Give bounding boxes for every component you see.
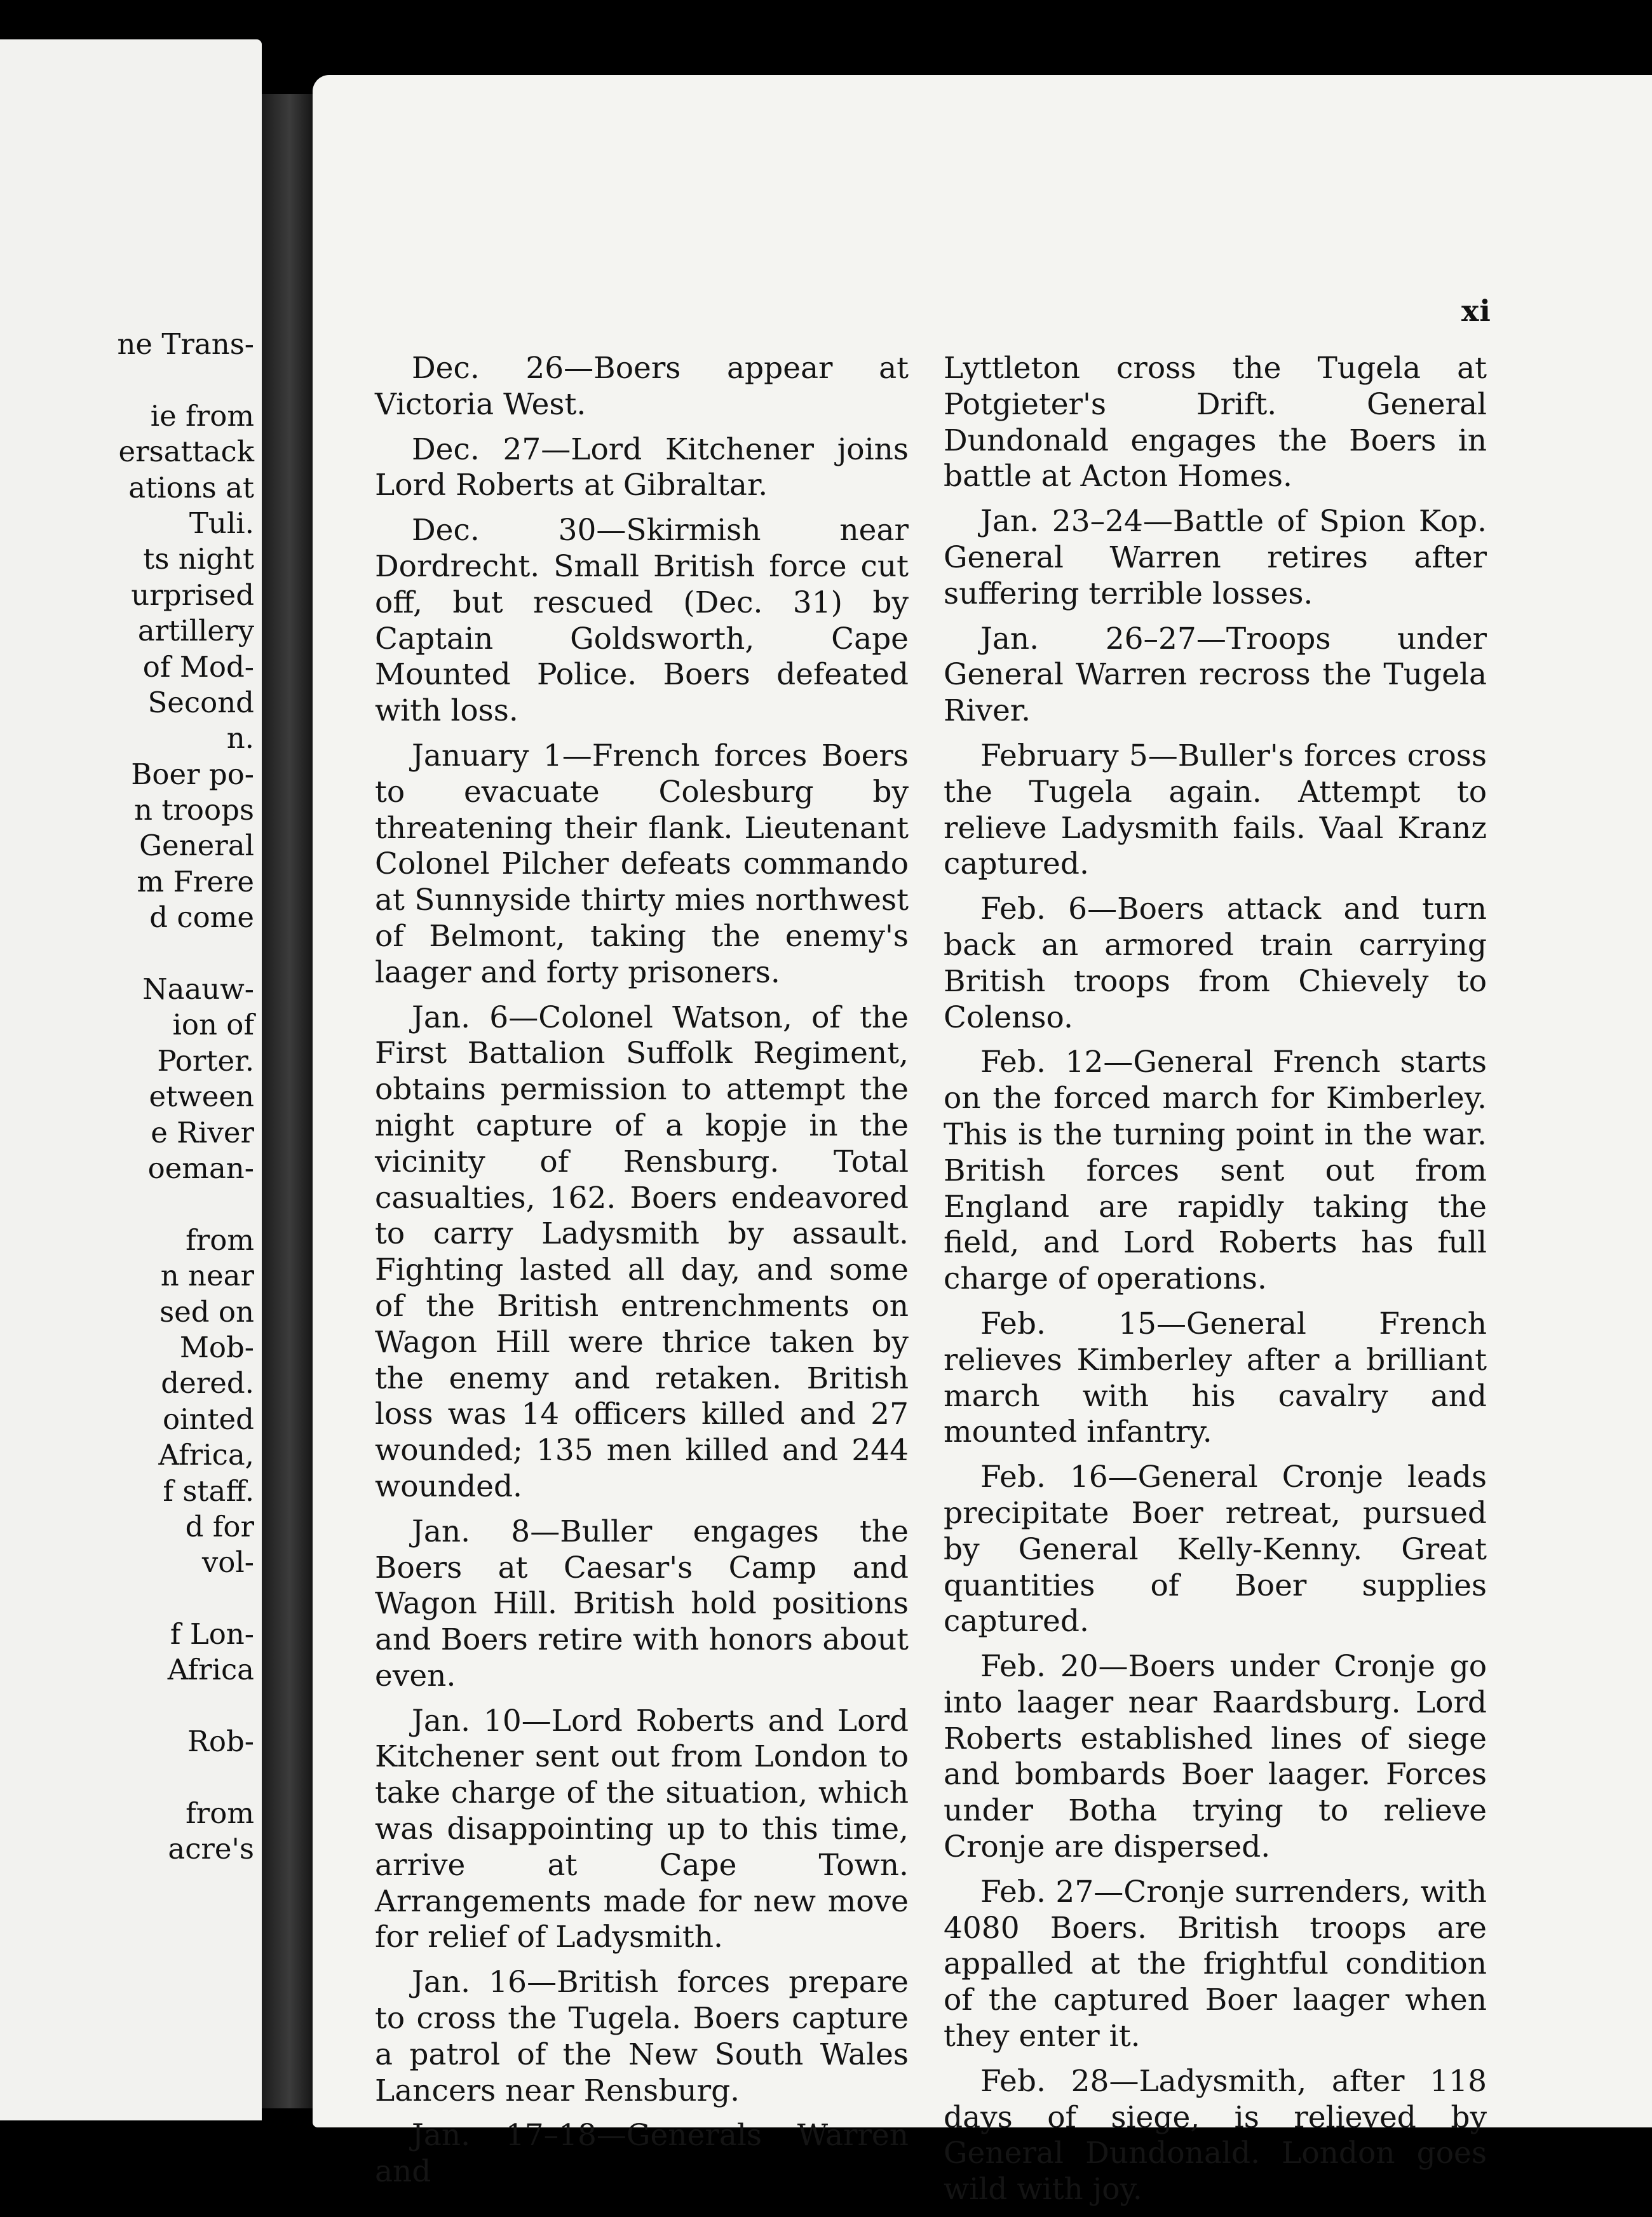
chronology-entry — [375, 738, 909, 991]
left-page-fragment: ations at — [128, 470, 254, 505]
entry-text: —Cronje surrenders, with 4080 Boers. British troops are appalled at the frightful condition of the captured Boer laager when they enter it. — [944, 1874, 1487, 2054]
left-page-fragment: urprised — [131, 578, 254, 612]
entry-text: —General French relieves Kimberley after a brilliant march with his cavalry and mounted infantry. — [944, 1306, 1487, 1450]
left-page-fragment: dered. — [161, 1366, 254, 1400]
chronology-entry — [944, 504, 1487, 612]
left-page-fragment: vol- — [201, 1545, 254, 1580]
entry-text: —Buller's forces cross the Tugela again. Attempt to relieve Ladysmith fails. Vaal Kranz captured. — [944, 738, 1487, 882]
left-text-column — [375, 351, 909, 2199]
left-page-fragment: artillery — [137, 614, 254, 648]
left-page-fragment: f staff. — [163, 1474, 254, 1508]
entry-text: —Boers under Cronje go into laager near Raardsburg. Lord Roberts established lines of siege and bombards Boer laager. Forces under Botha trying to relieve Cronje are dispersed. — [944, 1649, 1487, 1865]
chronology-entry — [944, 621, 1487, 729]
left-page-fragments — [0, 327, 262, 1868]
left-page-fragment: f Lon- — [170, 1617, 254, 1651]
entry-date: Feb. 27 — [980, 1874, 1094, 1909]
left-page-fragment: Porter. — [148, 1043, 254, 1078]
left-page-fragment: Naauw- — [142, 972, 254, 1007]
book-gutter — [262, 94, 313, 2108]
entry-text: Lyttleton cross the Tugela at Potgieter's Drift. General Dundonald engages the Boers in battle at Acton Homes. — [944, 351, 1487, 494]
left-page-fragment: ion of — [172, 1008, 254, 1042]
entry-date: Dec. 26 — [412, 351, 564, 386]
chronology-entry — [944, 1649, 1487, 1866]
entry-text: —Troops under General Warren recross the Tugela River. — [944, 621, 1487, 729]
left-page-fragment: m Frere — [137, 864, 254, 898]
entry-text: —Colonel Watson, of the First Battalion Suffolk Regiment, obtains permission to attempt the night capture of a kopje in the vicinity of Rensburg. Total casualties, 162. Boers endeavored to carry Ladysmith by assault. Fighting lasted all day, and some of the British entrenchments on Wagon Hill were thrice taken by the enemy and retaken. British loss was 14 officers killed and 27 wounded; 135 men killed and 244 wounded. — [375, 1000, 909, 1504]
entry-date: Feb. 16 — [980, 1460, 1108, 1495]
chronology-entry — [944, 351, 1487, 495]
left-page-fragment: etween — [149, 1080, 254, 1114]
left-page-fragment: from — [186, 1796, 254, 1831]
chronology-entry — [944, 1875, 1487, 2055]
left-page-fragment: Second — [139, 685, 254, 719]
entry-text: —General French starts on the forced march for Kimberley. This is the turning point in the war. British forces sent out from England are rapidly taking the field, and Lord Roberts has full charge of operations. — [944, 1045, 1487, 1297]
entry-date: Jan. 16 — [412, 1965, 527, 2000]
entry-date: Feb. 15 — [980, 1306, 1156, 1341]
chronology-entry — [375, 1704, 909, 1956]
chronology-entry — [944, 738, 1487, 883]
entry-date: Dec. 30 — [412, 513, 597, 548]
left-page — [0, 39, 262, 2120]
entry-date: Feb. 20 — [980, 1649, 1099, 1685]
left-page-fragment: ts night — [143, 542, 254, 576]
left-page-fragment: Tuli. — [189, 506, 254, 540]
chronology-entry — [944, 2064, 1487, 2208]
chronology-entry — [944, 1306, 1487, 1451]
chronology-entry — [375, 1000, 909, 1505]
right-text-column — [944, 351, 1487, 2217]
left-page-fragment: Rob- — [187, 1725, 254, 1759]
entry-text: —Ladysmith, after 118 days of siege, is relieved by General Dundonald. London goes wild with joy. — [944, 2063, 1487, 2207]
left-page-fragment: Boer po- — [131, 757, 254, 791]
chronology-entry — [375, 351, 909, 423]
entry-date: Feb. 6 — [980, 892, 1088, 927]
left-page-fragment: Africa — [167, 1653, 254, 1687]
entry-text: —British forces prepare to cross the Tugela. Boers capture a patrol of the New South Wales Lancers near Rensburg. — [375, 1965, 909, 2108]
entry-date: Jan. 23–24 — [980, 504, 1143, 539]
left-page-fragment: Africa, — [158, 1438, 254, 1472]
entry-text: —General Cronje leads precipitate Boer retreat, pursued by General Kelly-Kenny. Great quantities of Boer supplies captured. — [944, 1460, 1487, 1639]
entry-date: Jan. 8 — [412, 1514, 531, 1549]
entry-date: Jan. 6 — [412, 1000, 509, 1035]
entry-text: —French forces Boers to evacuate Colesburg by threatening their flank. Lieutenant Colonel Pilcher defeats commando at Sunnyside thirty mies northwest of Belmont, taking the enemy's laager and forty prisoners. — [375, 738, 909, 990]
left-page-fragment: ointed — [163, 1402, 254, 1436]
page-number: xi — [1461, 294, 1491, 328]
entry-text: —Lord Kitchener joins Lord Roberts at Gibraltar. — [375, 431, 909, 503]
left-page-fragment: acre's — [168, 1832, 254, 1866]
entry-text: —Boers attack and turn back an armored train carrying British troops from Chievely to Colenso. — [944, 892, 1487, 1035]
left-page-fragment: d come — [149, 900, 254, 935]
left-page-fragment: n near — [160, 1259, 254, 1293]
left-page-fragment: ie from — [150, 398, 254, 433]
entry-text: —Battle of Spion Kop. General Warren retires after suffering terrible losses. — [944, 504, 1487, 611]
left-page-fragment: n. — [226, 721, 254, 756]
left-page-fragment: General — [139, 829, 254, 863]
left-page-fragment: d for — [185, 1509, 254, 1543]
chronology-entry — [944, 1045, 1487, 1298]
left-page-fragment: e River — [151, 1115, 254, 1149]
entry-date: Jan. 17–18 — [412, 2118, 597, 2153]
left-page-fragment: of Mod- — [142, 649, 254, 684]
entry-date: Dec. 27 — [412, 431, 541, 467]
left-page-fragment: oeman- — [147, 1151, 254, 1185]
entry-text: —Buller engages the Boers at Caesar's Camp and Wagon Hill. British hold positions and Boers retire with honors about even. — [375, 1514, 909, 1693]
chronology-entry — [375, 432, 909, 505]
chronology-entry — [375, 1514, 909, 1695]
entry-text: —Lord Roberts and Lord Kitchener sent out from London to take charge of the situation, which was disappointing up to this time, arrive at Cape Town. Arrangements made for new move for relief of Ladysmith. — [375, 1703, 909, 1955]
chronology-entry — [375, 1965, 909, 2109]
left-page-fragment: from — [186, 1223, 254, 1257]
left-page-fragment: ersattack — [118, 435, 254, 469]
chronology-entry — [944, 892, 1487, 1036]
chronology-entry — [375, 2118, 909, 2190]
left-page-fragment: sed on — [159, 1294, 254, 1329]
entry-date: Jan. 26–27 — [980, 621, 1196, 656]
entry-date: February 5 — [980, 738, 1148, 773]
left-page-fragment: n troops — [134, 793, 254, 827]
left-page-fragment: Mob- — [170, 1330, 254, 1364]
entry-date: Feb. 12 — [980, 1045, 1104, 1080]
entry-date: Feb. 28 — [980, 2063, 1109, 2099]
entry-date: January 1 — [412, 738, 562, 773]
entry-text: —Skirmish near Dordrecht. Small British force cut off, but rescued (Dec. 31) by Captain Goldsworth, Cape Mounted Police. Boers defeated with loss. — [375, 513, 909, 729]
chronology-entry — [944, 1460, 1487, 1640]
entry-text: —Generals Warren and — [375, 2118, 909, 2190]
entry-text: —Boers appear at Victoria West. — [375, 351, 909, 422]
chronology-entry — [375, 513, 909, 729]
left-page-fragment: ne Trans- — [117, 327, 254, 361]
entry-date: Jan. 10 — [412, 1703, 522, 1739]
